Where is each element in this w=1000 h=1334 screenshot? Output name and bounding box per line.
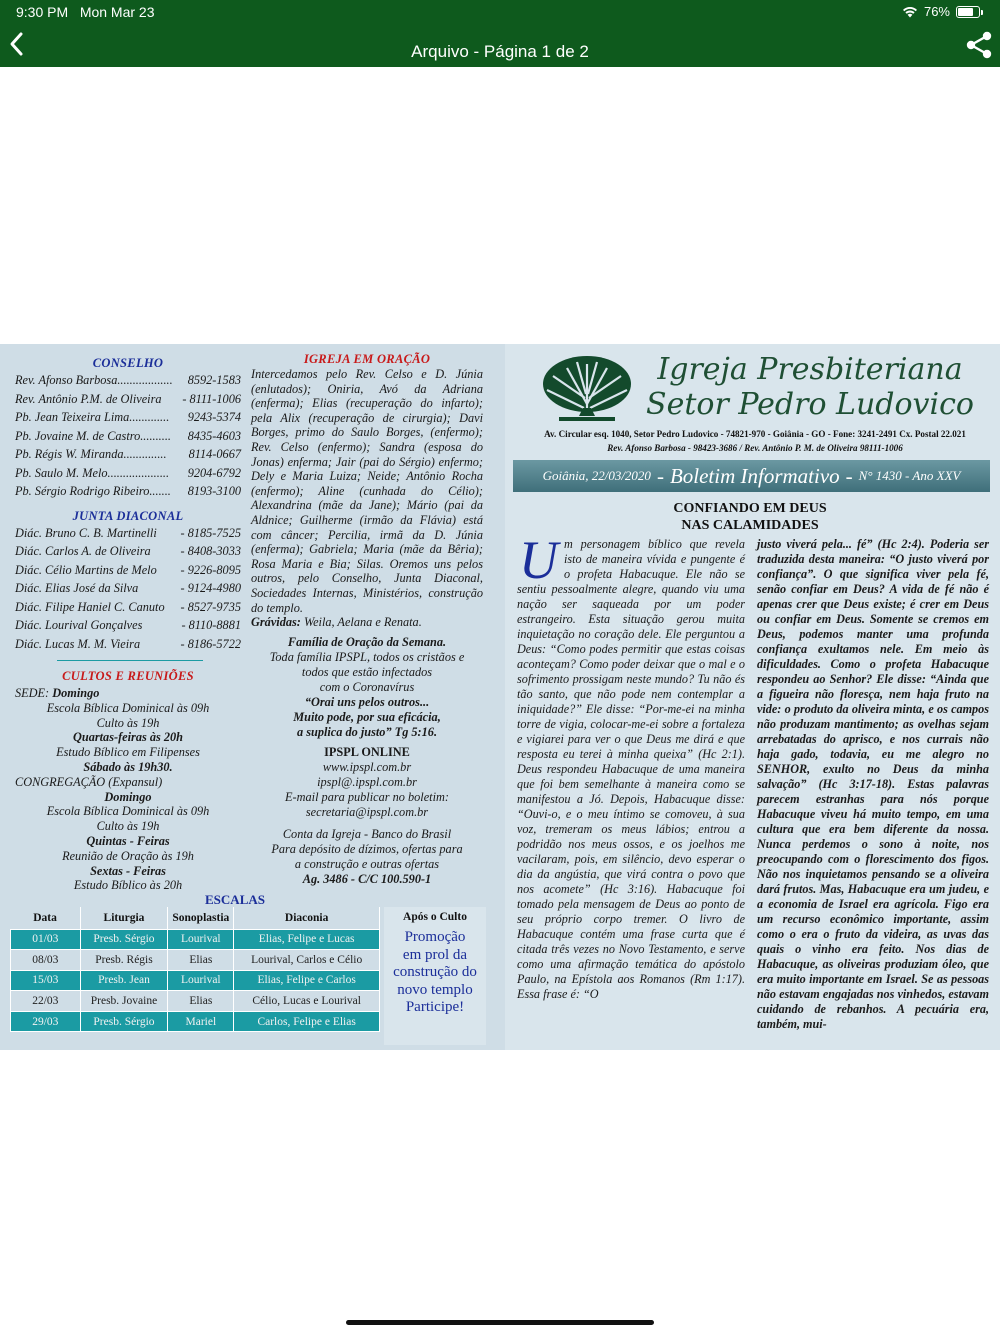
member-phone: - 8186-5722 xyxy=(180,636,241,651)
apos-title: Após o Culto xyxy=(403,911,467,923)
member-name: Diác. Carlos A. de Oliveira xyxy=(15,544,151,558)
member-name: Diác. Lourival Gonçalves xyxy=(15,618,143,632)
share-icon xyxy=(964,30,994,60)
cult-line: Sextas - Feiras xyxy=(90,863,166,878)
bulletin-banner xyxy=(513,460,990,492)
article-column-1 xyxy=(517,530,745,1002)
cultos-title: CULTOS E REUNIÕES xyxy=(62,669,194,683)
table-cell: Elias, Felipe e Carlos xyxy=(234,970,380,991)
member-name: Diác. Filipe Haniel C. Canuto xyxy=(15,599,165,614)
cult-line: Quartas-feiras às 20h xyxy=(72,730,183,745)
cult-line: Quintas - Feiras xyxy=(86,833,170,848)
apos-line: novo templo xyxy=(397,981,473,998)
church-name-line2: Setor Pedro Ludovico xyxy=(646,387,974,422)
member-name: Pb. Régis W. Miranda.............. xyxy=(15,447,167,461)
member-phone: 8193-3100 xyxy=(187,484,241,498)
conta-line: Para depósito de dízimos, ofertas para xyxy=(271,841,463,856)
verse-line: “Orai uns pelos outros... xyxy=(304,694,430,709)
wifi-icon xyxy=(902,6,918,18)
bulletin-page xyxy=(0,344,1000,1050)
apos-line: em prol da xyxy=(402,946,468,963)
battery-icon xyxy=(956,6,980,18)
church-logo xyxy=(539,354,635,424)
table-cell: Célio, Lucas e Lourival xyxy=(234,991,380,1012)
list-item xyxy=(15,524,241,543)
member-phone: 8114-0667 xyxy=(188,447,241,461)
table-cell: Lourival xyxy=(168,929,234,950)
list-item xyxy=(15,579,241,598)
conta-line: a construção e outras ofertas xyxy=(294,856,440,871)
article-text: justo viverá pela... fé” (Hc 2:4). Poderia ser traduzida desta maneira: “O justo viverá por confiança”. O que significa viver pela fé, senão confiar em Deus? A vida de fé não é apenas crer que Deus existe; é crer em Deus ou confiar em Deus. Somente se cremos em Deus, podemos manter uma profunda confiança exultamos nele. Em meio às dificuldades. Como o profeta Habacuque respondeu ao Senhor? Ele disse: “Ainda que a figueira não floresça, nem haja fruto na vide: o produto da oliveira minta, e os campos não produzam mantimento; as ovelhas sejam arrebatadas do aprisco, e nos currais não haja gado, todavia, eu me alegro no SENHOR, exulto no Deus da minha salvação” (Hc 3:17-18). Estas palavras parecem estranhas para nós porque Habacuque viveu há muito tempo, em uma cultura que era bem diferente da nossa. Nunca perdemos o sono à noite, nos preocupando com o florescimento dos figos. Não nos inquietamos pensando se a oliveira dará frutos. Mas, Habacuque era um judeu, e a economia de Israel era agrícola. Figo era um recurso econômico importante, assim como o era o fruto da videira, as uvas das quais o vinho era feito. Nos dias de Habacuque, as oliveiras produziam óleo, que era muito importante em Israel. Se as pessoas não estavam engajadas nos vinhedos, estavam cuidando de rebanhos. A pecuária era, também, mui- xyxy=(757,537,989,1031)
table-row xyxy=(11,1011,380,1032)
member-phone: - 8527-9735 xyxy=(180,599,241,614)
table-cell: Lourival xyxy=(168,970,234,991)
member-phone: - 8111-1006 xyxy=(182,391,241,406)
bulletin-edition: N° 1430 - Ano XXV xyxy=(858,468,961,483)
banner-dash: - xyxy=(656,463,664,488)
left-column xyxy=(15,356,241,893)
table-cell: Lourival, Carlos e Célio xyxy=(234,950,380,971)
column-header: Diaconia xyxy=(234,907,380,929)
member-phone: 8435-4603 xyxy=(187,428,241,443)
table-cell: Presb. Sérgio xyxy=(80,929,168,950)
list-item xyxy=(15,635,241,654)
drop-cap: U xyxy=(519,530,558,590)
familia-title: Família de Oração da Semana. xyxy=(287,634,447,649)
list-item xyxy=(15,616,241,635)
front-page xyxy=(505,344,1000,1050)
bulletin-date: Goiânia, 22/03/2020 xyxy=(542,468,651,483)
member-name: Pb. Jean Teixeira Lima............. xyxy=(15,410,170,424)
sede-label: SEDE: xyxy=(15,686,50,700)
apos-culto-box xyxy=(384,907,486,1045)
home-indicator[interactable] xyxy=(346,1320,654,1325)
cult-line: Escola Bíblica Dominical às 09h xyxy=(46,804,210,819)
member-phone: 9204-6792 xyxy=(187,465,241,480)
familia-line: Toda família IPSPL, todos os cristãos e xyxy=(269,649,465,664)
table-cell: 01/03 xyxy=(11,929,81,950)
table-cell: 22/03 xyxy=(11,991,81,1012)
apos-line: construção do xyxy=(393,964,477,980)
table-cell: 15/03 xyxy=(11,970,81,991)
junta-title: JUNTA DIACONAL xyxy=(72,508,184,523)
member-phone: - 8110-8881 xyxy=(181,618,241,632)
table-cell: Elias xyxy=(168,991,234,1012)
cult-line: Culto às 19h xyxy=(96,819,160,834)
banner-dash: - xyxy=(845,463,853,488)
pastors-line: Rev. Afonso Barbosa - 98423-3686 / Rev. Antônio P. M. de Oliveira 98111-1006 xyxy=(607,443,903,453)
church-address xyxy=(515,427,995,455)
member-phone: - 8185-7525 xyxy=(180,525,241,540)
escalas-table xyxy=(10,907,380,1032)
conselho-list xyxy=(15,371,241,501)
address-line: Av. Circular esq. 1040, Setor Pedro Ludovico - 74821-970 - Goiânia - GO - Fone: 3241-2491 Cx. Postal 22.021 xyxy=(544,429,966,439)
member-phone: - 9226-8095 xyxy=(180,562,241,577)
apos-text xyxy=(384,929,486,1017)
list-item xyxy=(15,561,241,580)
table-cell: Presb. Régis xyxy=(80,950,168,971)
table-cell: Presb. Jovaine xyxy=(80,991,168,1012)
list-item xyxy=(15,390,241,409)
list-item xyxy=(15,464,241,483)
table-row xyxy=(11,970,380,991)
middle-column xyxy=(251,352,483,887)
cult-line: Culto às 19h xyxy=(96,715,160,730)
church-name xyxy=(645,352,975,422)
junta-list xyxy=(15,524,241,654)
member-name: Rev. Afonso Barbosa.................. xyxy=(15,373,173,387)
sede-line xyxy=(15,686,241,701)
list-item xyxy=(15,427,241,446)
member-phone: - 9124-4980 xyxy=(180,581,241,595)
apos-line: Promoção xyxy=(404,929,466,945)
table-cell: 08/03 xyxy=(11,950,81,971)
member-name: Pb. Jovaine M. de Castro.......... xyxy=(15,428,171,443)
cult-line: Reunião de Oração às 19h xyxy=(62,848,194,863)
cult-line: CONGREGAÇÃO (Expansul) xyxy=(15,774,163,789)
email-text: ipspl@.ipspl.com.br xyxy=(317,774,417,789)
cult-line: Estudo Bíblico às 20h xyxy=(73,878,183,893)
list-item xyxy=(15,408,241,427)
table-cell: Elias, Felipe e Lucas xyxy=(234,929,380,950)
member-name: Rev. Antônio P.M. de Oliveira xyxy=(15,391,162,406)
member-name: Pb. Sérgio Rodrigo Ribeiro....... xyxy=(15,484,171,498)
share-button[interactable] xyxy=(964,30,994,60)
cult-line: Estudo Bíblico em Filipenses xyxy=(56,745,200,760)
verse-line: a suplica do justo” Tg 5:16. xyxy=(296,724,438,739)
status-clock: 9:30 PM xyxy=(16,4,69,20)
gravidas-label: Grávidas: xyxy=(251,615,301,630)
page-title: Arquivo - Página 1 de 2 xyxy=(411,42,589,61)
column-header: Data xyxy=(11,907,81,929)
list-item xyxy=(15,445,241,464)
conta-line: Ag. 3486 - C/C 100.590-1 xyxy=(302,871,432,886)
conselho-title: CONSELHO xyxy=(92,356,164,370)
article-column-2 xyxy=(757,537,989,1032)
column-header: Sonoplastia xyxy=(168,907,234,929)
status-indicators xyxy=(902,4,980,19)
email-label: E-mail para publicar no boletim: xyxy=(285,789,449,804)
cult-line: Sábado às 19h30. xyxy=(83,759,173,774)
cult-line: Domingo xyxy=(104,789,152,804)
escalas-title: ESCALAS xyxy=(205,892,265,907)
member-name: Diác. Lucas M. M. Vieira xyxy=(15,636,141,651)
member-name: Diác. Elias José da Silva xyxy=(15,581,139,595)
list-item xyxy=(15,542,241,561)
member-name: Pb. Saulo M. Melo.................... xyxy=(15,465,170,480)
burning-bush-logo-icon xyxy=(539,354,635,424)
list-item xyxy=(15,598,241,617)
church-name-line1: Igreja Presbiteriana xyxy=(657,352,963,387)
oracao-title: IGREJA EM ORAÇÃO xyxy=(303,352,431,366)
table-cell: Mariel xyxy=(168,1011,234,1032)
gravidas-line xyxy=(251,615,483,630)
conta-title: Conta da Igreja - Banco do Brasil xyxy=(282,826,452,841)
familia-line: todos que estão infectados xyxy=(301,664,433,679)
apos-line: Participe! xyxy=(405,999,465,1015)
table-header xyxy=(11,907,380,929)
article-title xyxy=(615,501,885,534)
table-row xyxy=(11,950,380,971)
article-text: m personagem bíblico que revela isto de maneira vívida e pungente é o profeta Habacuque. Ele não se sentiu pessoalmente alegre, quando viu uma nação ser saqueada por um poder estrangeiro. Esta situação gerou muita inquietação no coração dele. Ele perguntou a Deus: “Como podes permitir que estas coisas aconteçam? Como poder deixar que o mal e o sofrimento prossigam neste mundo? Tu não és tão santo, que não pode nem contemplar a iniquidade?” Ele disse: “Por-me-ei na minha torre de vigia, colocar-me-ei sobre a fortaleza e vigiarei para ver o que Deus me dirá e que resposta eu terei à minha queixa” (Hc 2:1). Deus respondeu Habacuque de uma maneira que foi bem semelhante à maneira como se manifestou a Jó. Depois, Habacuque disse: “Ouvi-o, e o meu íntimo se comoveu, à sua voz, tremeram os meus lábios; entrou a podridão nos meus ossos, e os joelhos me vacilaram, pois, em silêncio, devo esperar o dia da angústia, que virá contra o povo que nos acomete” (Hc 3:16). Habacuque foi tomado pela mensagem de Deus ao ponto de seu próprio corpo tremer. O livro de Habacuque contém uma frase curta que é citada três vezes no Novo Testamento, e serve como uma afirmação temática do apóstolo Paulo, na Epístola aos Romanos (Rm 1:17). Essa frase é: “O xyxy=(517,537,745,1001)
online-title: IPSPL ONLINE xyxy=(324,744,410,759)
table-row xyxy=(11,991,380,1012)
cult-line: Escola Bíblica Dominical às 09h xyxy=(46,700,210,715)
verse-line: Muito pode, por sua eficácia, xyxy=(293,709,441,724)
table-cell: Presb. Sérgio xyxy=(80,1011,168,1032)
top-navigation-bar xyxy=(0,0,1000,67)
table-cell: Elias xyxy=(168,950,234,971)
email-text: secretaria@ipspl.com.br xyxy=(305,804,429,819)
sede-day: Domingo xyxy=(52,686,100,700)
battery-percent: 76% xyxy=(923,4,950,19)
column-header: Liturgia xyxy=(80,907,168,929)
member-phone: 9243-5374 xyxy=(187,410,241,424)
member-name: Diác. Célio Martins de Melo xyxy=(15,562,157,577)
member-name: Diác. Bruno C. B. Martinelli xyxy=(15,525,157,540)
table-row xyxy=(11,929,380,950)
status-date: Mon Mar 23 xyxy=(79,4,155,20)
article-title-line2: NAS CALAMIDADES xyxy=(681,517,819,533)
list-item xyxy=(15,482,241,501)
status-time xyxy=(16,4,155,20)
list-item xyxy=(15,371,241,390)
familia-line: com o Coronavírus xyxy=(319,679,415,694)
table-cell: Presb. Jean xyxy=(80,970,168,991)
divider xyxy=(57,660,203,661)
member-phone: - 8408-3033 xyxy=(180,544,241,558)
member-phone: 8592-1583 xyxy=(187,373,241,387)
website-text: www.ipspl.com.br xyxy=(322,759,412,774)
table-cell: 29/03 xyxy=(11,1011,81,1032)
oracao-text: Intercedamos pelo Rev. Celso e D. Júnia (enlutados); Oniria, Avó da Adriana (enferma); Elias (recuperação do infarto); pela Alix (recuperação de cirurgia); Davi Borges, primo do Saulo Borges, (enfermo); Rev. Celso (enfermo); Sandra (esposa do Jonas) enferma; Jair (pai do Sérgio) enfermo; Dely e Maria Luiza; Neide; Antônio Rocha (enfermo); Aline (cunhada do Célio); Alexandrina (mãe da Jane); Mário (pai da Aldnice; Guilherme (irmão da Flávia) está com câncer; Percilia, irmã da D. Júnia (enferma); Gabriela; Maria (mãe da Bêria); Rosa Maria e Bia; Silas. Oremos uns pelos outros, pelo Conselho, Junta Diaconal, Sociedades Internas, Ministérios, construção do templo. xyxy=(251,367,483,615)
bulletin-title: Boletim Informativo xyxy=(669,463,840,488)
table-cell: Carlos, Felipe e Elias xyxy=(234,1011,380,1032)
article-title-line1: CONFIANDO EM DEUS xyxy=(673,501,827,516)
gravidas-names: Weila, Aelana e Renata. xyxy=(303,615,422,630)
